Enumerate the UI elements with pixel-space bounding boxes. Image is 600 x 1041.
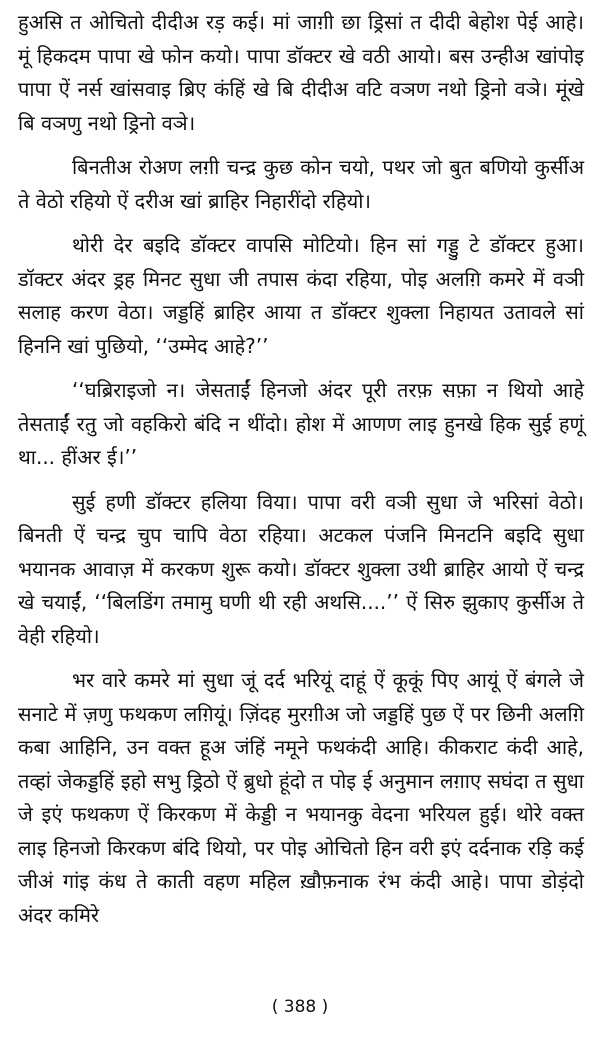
document-page (18, 6, 584, 943)
paragraph-1: हुअसि त ओचितो दीदीअ रड़ कई। मां जाग़ी छा ड्रिसां त दीदी बेहोश पेई आहे। मूं हिकदम पापा खे फोन कयो। पापा डॉक्टर खे वठी आयो। बस उन्हीअ खांपोइ पापा ऐं नर्स खांसवाइ ब्रिए कंहिं खे बि दीदीअ वटि वञण नथो ड्रिनो वञे। मूंखे बि वञणु नथो ड्रिनो वञे। (18, 10, 584, 135)
page-number: ( 388 ) (271, 997, 329, 1017)
paragraph-3: थोरी देर बइदि डॉक्टर वापसि मोटियो। हिन सां गड्डु टे डॉक्टर हुआ। डॉक्टर अंदर ड्रह मिनट सुधा जी तपास कंदा रहिया, पोइ अलग़ि कमरे में वञी सलाह करण वेठा। जड्डहिं ब्राहिर आया त डॉक्टर शुक्ला निहायत उतावले सां हिननि खां पुछियो, ‘‘उम्मेद आहे?’’ (18, 233, 584, 358)
paragraph-4: ‘‘घब्रिराइजो न। जेसताईं हिनजो अंदर पूरी तरफ़ सफ़ा न थियो आहे तेसताईं रतु जो वहकिरो बंदि न थींदो। होश में आणण लाइ हुनखे हिक सुई हणूं था... हींअर ई।’’ (18, 378, 584, 469)
paragraph-2: बिनतीअ रोअण लग़ी चन्द्र कुछ कोन चयो, पथर जो बुत बणियो कुर्सीअ ते वेठो रहियो ऐं दरीअ खां ब्राहिर निहारींदो रहियो। (18, 155, 584, 213)
paragraph-6: भर वारे कमरे मां सुधा जूं दर्द भरियूं दाहूं ऐं कूकूं पिए आयूं ऐं बंगले जे सनाटे में ज़णु फथकण लग़ियूं। ज़िंदह मुरग़ीअ जो जड्डहिं पुछ ऐं पर छिनी अलग़ि कबा आहिनि, उन वक्त हूअ जंहिं नमूने फथकंदी आहि। कीकराट कंदी आहे, तव्हां जेकड्डहिं इहो सभु ड्रिठो ऐं ब्रुधो हूंदो त पोइ ई अनुमान लग़ाए सघंदा त सुधा जे इएं फथकण ऐं किरकण में केड्डी न भयानकु वेदना भरियल हुई। थोरे वक्त लाइ हिनजो किरकण बंदि थियो, पर पोइ ओचितो हिन वरी इएं दर्दनाक रड़ि कई जीअं गांइ कंध ते काती वहण महिल ख़ौफ़नाक रंभ कंदी आहे। पापा डोड़ंदो अंदर कमिरे (18, 668, 584, 927)
paragraph-5: सुई हणी डॉक्टर हलिया विया। पापा वरी वञी सुधा जे भरिसां वेठो। बिनती ऐं चन्द्र चुप चापि वेठा रहिया। अटकल पंजनि मिनटनि बइदि सुधा भयानक आवाज़ में करकण शुरू कयो। डॉक्टर शुक्ला उथी ब्राहिर आयो ऐं चन्द्र खे चयाईं, ‘‘बिलडिंग तमामु घणी थी रही अथसि....’’ ऐं सिरु झुकाए कुर्सीअ ते वेही रहियो। (18, 489, 584, 648)
